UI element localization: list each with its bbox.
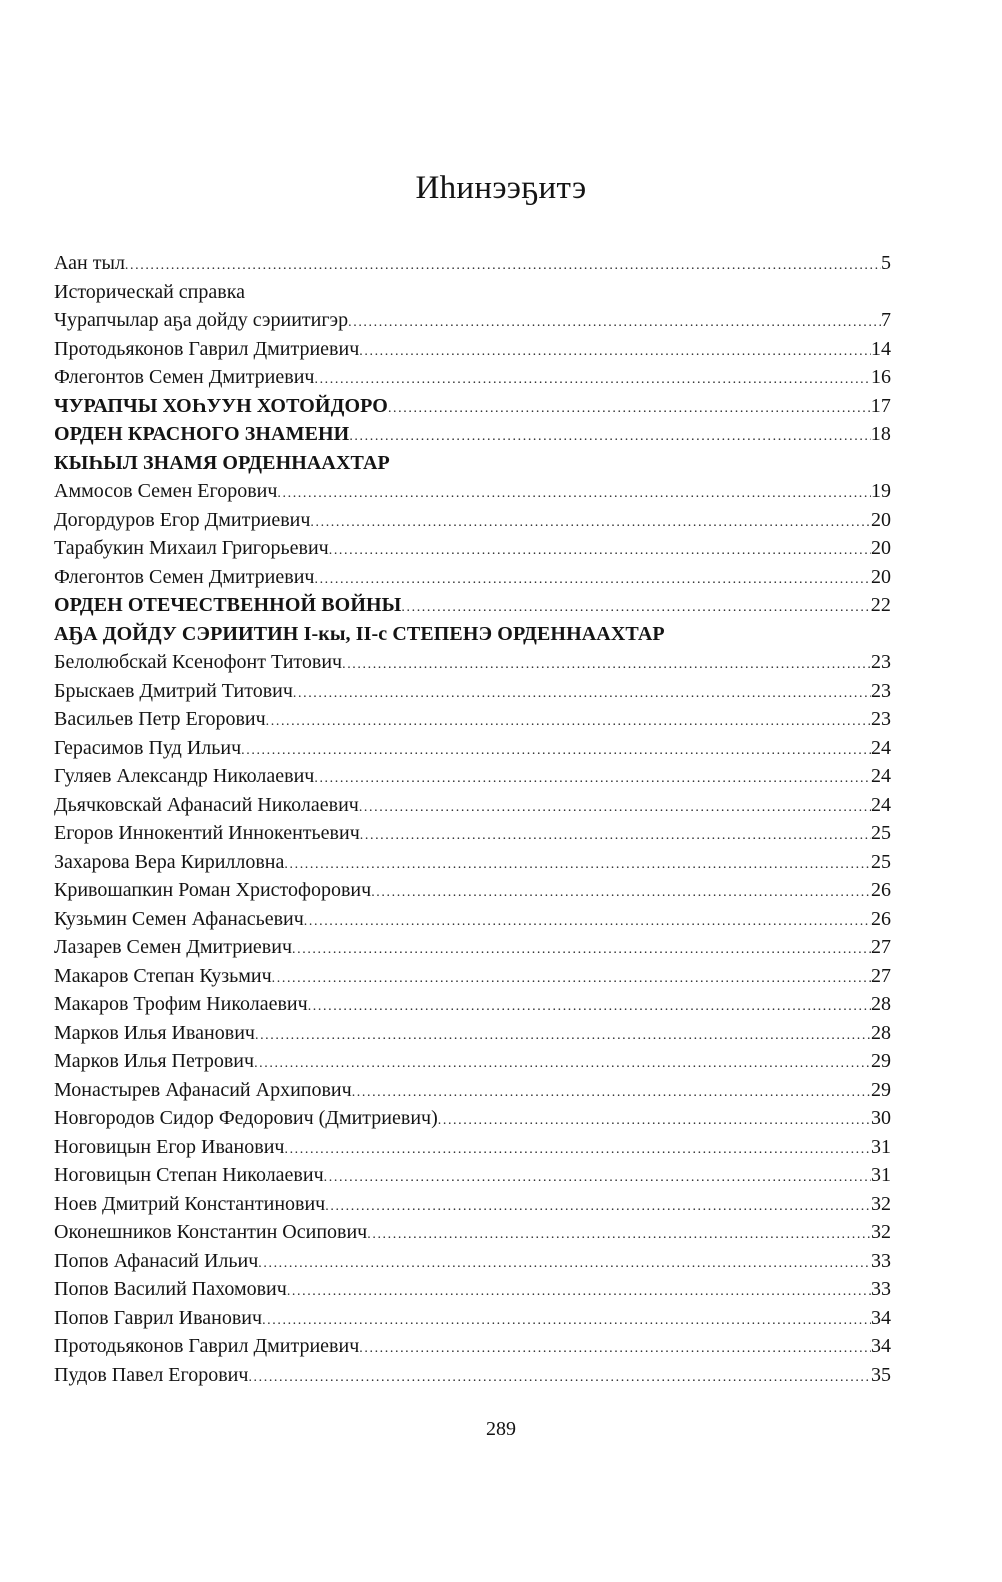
toc-entry-title: ОРДЕН КРАСНОГО ЗНАМЕНИ — [54, 423, 350, 445]
toc-entry-title: Ноговицын Степан Николаевич — [54, 1164, 324, 1186]
dot-leader — [314, 363, 871, 392]
toc-entry — [54, 1218, 891, 1247]
toc-entry — [54, 1247, 891, 1276]
toc-entry — [54, 420, 891, 449]
toc-entry-title: Флегонтов Семен Дмитриевич — [54, 565, 315, 588]
toc-entry — [54, 1332, 891, 1361]
toc-entry-title: Захарова Вера Кирилловна — [54, 850, 285, 873]
toc-entry-title: Попов Афанасий Ильич — [54, 1249, 259, 1272]
toc-entry — [54, 392, 891, 421]
toc-entry-title: Белолюбскай Ксенофонт Титович — [54, 651, 343, 673]
toc-entry — [54, 791, 891, 820]
toc-entry-page: 34 — [871, 1306, 891, 1329]
dot-leader — [348, 306, 881, 335]
toc-entry — [54, 677, 891, 706]
toc-entry-title: КЫҺЫЛ ЗНАМЯ ОРДЕННААХТАР — [54, 451, 390, 474]
toc-entry — [54, 819, 891, 848]
toc-entry-page: 20 — [871, 565, 891, 588]
toc-entry — [54, 306, 891, 335]
toc-entry-title: Попов Гаврил Иванович — [54, 1306, 263, 1329]
toc-entry-page: 17 — [870, 394, 891, 417]
dot-leader — [255, 1019, 871, 1048]
toc-entry-page: 31 — [871, 1164, 891, 1186]
toc-entry-page: 20 — [871, 508, 891, 531]
toc-entry — [54, 1304, 891, 1333]
toc-entry-page: 22 — [870, 594, 891, 616]
dot-leader — [314, 563, 871, 592]
dot-leader — [359, 1332, 871, 1361]
toc-entry-title: Тарабукин Михаил Григорьевич — [54, 537, 329, 559]
toc-entry-title: Лазарев Семен Дмитриевич — [54, 936, 293, 958]
toc-entry — [54, 648, 891, 677]
toc-entry-page: 33 — [871, 1249, 891, 1272]
toc-entry-title: Новгородов Сидор Федорович (Дмитриевич) — [54, 1107, 438, 1129]
page-title: Иһинээҕитэ — [415, 170, 587, 206]
toc-entry — [54, 734, 891, 763]
toc-entry — [54, 591, 891, 620]
toc-entry-page: 28 — [871, 993, 891, 1015]
toc-entry-page: 27 — [871, 936, 891, 958]
dot-leader — [308, 990, 871, 1019]
toc-entry-page: 18 — [870, 423, 891, 445]
dot-leader — [325, 1190, 871, 1219]
toc-entry — [54, 506, 891, 535]
toc-entry-page: 26 — [871, 907, 891, 930]
toc-entry — [54, 1133, 891, 1162]
toc-entry — [54, 705, 891, 734]
toc-entry — [54, 477, 891, 506]
toc-entry-page: 32 — [871, 1192, 891, 1215]
toc-entry — [54, 1019, 891, 1048]
toc-entry — [54, 1076, 891, 1105]
dot-leader — [241, 734, 871, 763]
dot-leader — [324, 1161, 871, 1190]
toc-entry-title: Марков Илья Иванович — [54, 1021, 255, 1044]
toc-entry-title: Протодьяконов Гаврил Дмитриевич — [54, 1335, 360, 1357]
toc-entry — [54, 449, 891, 478]
dot-leader — [292, 933, 871, 962]
toc-entry-page: 29 — [871, 1050, 891, 1072]
toc-entry-title: Васильев Петр Егорович — [54, 708, 266, 730]
toc-entry-page: 33 — [871, 1278, 891, 1300]
toc-entry-title: Макаров Трофим Николаевич — [54, 993, 308, 1015]
toc-entry-page: 29 — [871, 1078, 891, 1101]
toc-entry-title: Аан тыл — [54, 252, 125, 274]
toc-entry-page: 32 — [871, 1221, 891, 1243]
toc-entry-page: 5 — [881, 252, 891, 274]
toc-entry-title: Егоров Иннокентий Иннокентьевич — [54, 822, 360, 844]
toc-entry-title: Герасимов Пуд Ильич — [54, 736, 242, 759]
dot-leader — [284, 848, 871, 877]
toc-entry — [54, 905, 891, 934]
dot-leader — [304, 905, 871, 934]
dot-leader — [367, 1218, 871, 1247]
dot-leader — [262, 1304, 871, 1333]
toc-entry-title: ОРДЕН ОТЕЧЕСТВЕННОЙ ВОЙНЫ — [54, 594, 402, 616]
toc-entry — [54, 1361, 891, 1390]
toc-entry-title: Пудов Павел Егорович — [54, 1363, 249, 1386]
dot-leader — [438, 1104, 871, 1133]
toc-entry-page: 35 — [871, 1363, 891, 1386]
toc-entry-title: Протодьяконов Гаврил Дмитриевич — [54, 337, 360, 360]
toc-entry-page: 23 — [871, 679, 891, 702]
toc-entry — [54, 990, 891, 1019]
toc-entry-page: 20 — [871, 537, 891, 559]
toc-entry-title: Монастырев Афанасий Архипович — [54, 1078, 352, 1101]
toc-entry — [54, 249, 891, 278]
toc-entry — [54, 1190, 891, 1219]
toc-entry-title: Кузьмин Семен Афанасьевич — [54, 907, 304, 930]
toc-entry-page: 27 — [871, 964, 891, 987]
toc-entry-page: 7 — [881, 309, 891, 331]
toc-entry-page: 25 — [871, 850, 891, 873]
dot-leader — [258, 1247, 871, 1276]
toc-entry — [54, 1161, 891, 1190]
toc-entry-title: Оконешников Константин Осипович — [54, 1221, 368, 1243]
toc-entry-page: 26 — [871, 879, 891, 901]
toc-entry-page: 24 — [871, 765, 891, 787]
dot-leader — [359, 791, 871, 820]
dot-leader — [293, 677, 871, 706]
toc-entry — [54, 534, 891, 563]
dot-leader — [248, 1361, 871, 1390]
toc-entry-title: Макаров Степан Кузьмич — [54, 964, 272, 987]
toc-entry-title: Ноговицын Егор Иванович — [54, 1135, 285, 1158]
toc-entry-title: Догордуров Егор Дмитриевич — [54, 508, 311, 531]
toc-entry-page: 25 — [871, 822, 891, 844]
dot-leader — [401, 591, 870, 620]
toc-entry-page: 30 — [871, 1107, 891, 1129]
page-number: 289 — [486, 1418, 516, 1440]
dot-leader — [352, 1076, 871, 1105]
dot-leader — [359, 335, 871, 364]
toc-entry-page: 16 — [871, 366, 891, 388]
toc-entry-title: Ноев Дмитрий Константинович — [54, 1192, 326, 1215]
dot-leader — [266, 705, 871, 734]
toc-entry-title: ЧУРАПЧЫ ХОҺУУН ХОТОЙДОРО — [54, 394, 388, 417]
table-of-contents — [54, 249, 891, 1389]
toc-entry — [54, 762, 891, 791]
toc-entry — [54, 1104, 891, 1133]
toc-entry-title: Дьячковскай Афанасий Николаевич — [54, 793, 359, 816]
dot-leader — [254, 1047, 871, 1076]
toc-entry — [54, 876, 891, 905]
toc-entry-page: 34 — [871, 1335, 891, 1357]
dot-leader — [360, 819, 871, 848]
dot-leader — [310, 506, 871, 535]
toc-entry — [54, 278, 891, 307]
toc-entry-page: 28 — [871, 1021, 891, 1044]
toc-entry — [54, 1047, 891, 1076]
dot-leader — [349, 420, 870, 449]
toc-entry-page: 24 — [871, 793, 891, 816]
toc-entry-page: 23 — [871, 651, 891, 673]
toc-entry — [54, 620, 891, 649]
toc-entry-title: Флегонтов Семен Дмитриевич — [54, 366, 315, 388]
toc-entry-title: Марков Илья Петрович — [54, 1050, 255, 1072]
toc-entry-title: Аммосов Семен Егорович — [54, 480, 278, 502]
toc-entry-title: Чурапчылар аҕа дойду сэриитигэр — [54, 309, 349, 331]
toc-entry-title: Историческай справка — [54, 280, 245, 303]
toc-entry — [54, 1275, 891, 1304]
toc-entry-page: 14 — [871, 337, 891, 360]
dot-leader — [272, 962, 871, 991]
toc-entry-title: Кривошапкин Роман Христофорович — [54, 879, 372, 901]
toc-entry-title: АҔА ДОЙДУ СЭРИИТИН I-кы, II-с СТЕПЕНЭ ОРДЕННААХТАР — [54, 622, 665, 645]
toc-entry-page: 31 — [871, 1135, 891, 1158]
toc-entry-page: 19 — [871, 480, 891, 502]
toc-entry — [54, 563, 891, 592]
dot-leader — [277, 477, 871, 506]
toc-entry-title: Гуляев Александр Николаевич — [54, 765, 315, 787]
dot-leader — [284, 1133, 871, 1162]
toc-entry-page: 24 — [871, 736, 891, 759]
dot-leader — [314, 762, 871, 791]
toc-entry — [54, 933, 891, 962]
toc-entry — [54, 962, 891, 991]
toc-entry — [54, 363, 891, 392]
dot-leader — [388, 392, 871, 421]
toc-entry — [54, 335, 891, 364]
toc-entry-title: Брыскаев Дмитрий Титович — [54, 679, 293, 702]
dot-leader — [125, 249, 881, 278]
dot-leader — [371, 876, 871, 905]
dot-leader — [287, 1275, 871, 1304]
toc-entry-page: 23 — [871, 708, 891, 730]
dot-leader — [342, 648, 871, 677]
toc-entry — [54, 848, 891, 877]
toc-entry-title: Попов Василий Пахомович — [54, 1278, 287, 1300]
dot-leader — [329, 534, 871, 563]
